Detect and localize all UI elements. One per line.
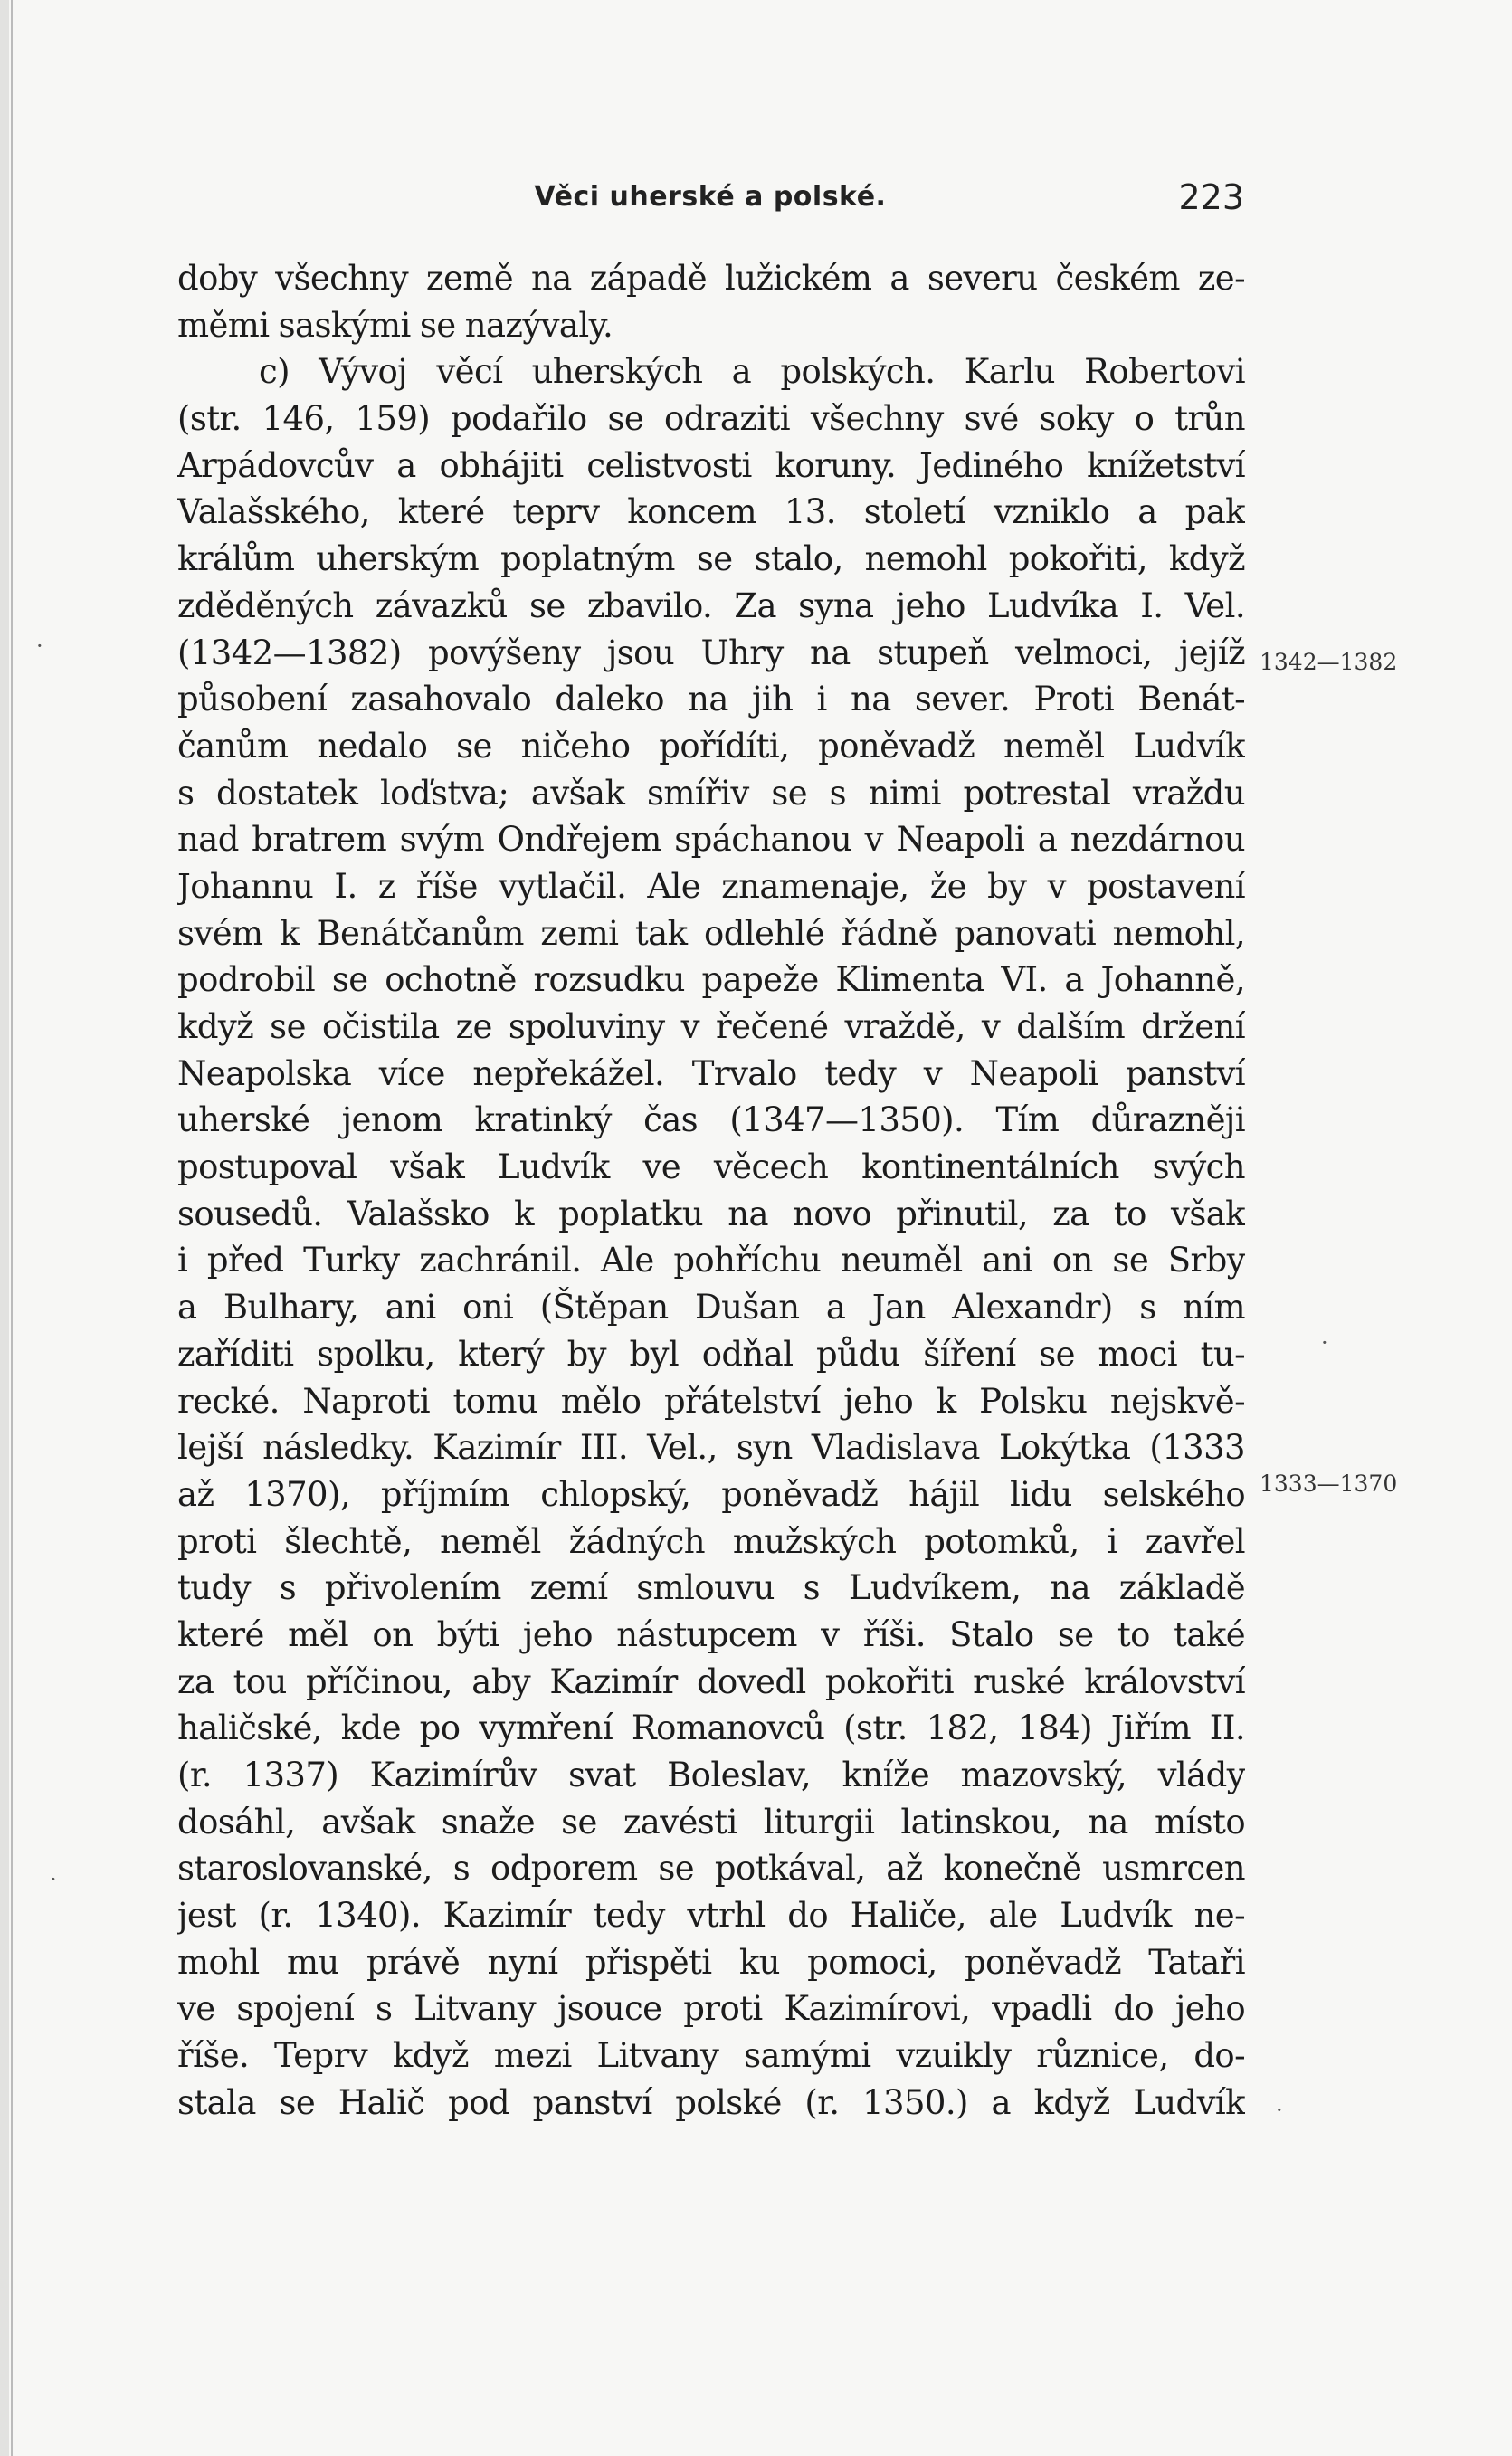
text-line: nad bratrem svým Ondřejem spáchanou v Neapoli a nezdárnou (177, 820, 1245, 860)
text-line: dosáhl, avšak snaže se zavésti liturgii latinskou, na místo (177, 1802, 1245, 1842)
text-line: uherské jenom kratinký čas (1347—1350). Tím důrazněji (177, 1100, 1245, 1140)
text-line: c) Vývoj věcí uherských a polských. Karlu Robertovi (259, 352, 1245, 392)
text-line: králům uherským poplatným se stalo, nemohl pokořiti, když (177, 539, 1245, 579)
stray-mark: · (1321, 1330, 1328, 1356)
text-line: Johannu I. z říše vytlačil. Ale znamenaje, že by v postavení (177, 866, 1245, 906)
margin-note-1333: 1333—1370 (1260, 1471, 1398, 1497)
text-line: staroslovanské, s odporem se potkával, až konečně usmrcen (177, 1849, 1245, 1889)
stray-mark: · (50, 1867, 57, 1892)
text-line: i před Turky zachránil. Ale pohříchu neuměl ani on se Srby (177, 1241, 1245, 1280)
text-line: (1342—1382) povýšeny jsou Uhry na stupeň velmoci, jejíž (177, 633, 1245, 672)
text-line: Neapolska více nepřekážel. Trvalo tedy v Neapoli panství (177, 1053, 1245, 1093)
text-line: Arpádovcův a obhájiti celistvosti koruny. Jediného knížetství (177, 445, 1245, 485)
running-title: Věci uherské a polské. (534, 181, 887, 213)
text-line: zděděných závazků se zbavilo. Za syna jeho Ludvíka I. Vel. (177, 585, 1245, 625)
text-line: jest (r. 1340). Kazimír tedy vtrhl do Haliče, ale Ludvík ne- (177, 1896, 1245, 1936)
text-line: recké. Naproti tomu mělo přátelství jeho k Polsku nejskvě- (177, 1381, 1245, 1421)
text-line: svém k Benátčanům zemi tak odlehlé řádně panovati nemohl, (177, 913, 1245, 953)
text-line: sousedů. Valašsko k poplatku na novo přinutil, za to však (177, 1194, 1245, 1233)
text-line: až 1370), příjmím chlopský, poněvadž hájil lidu selského (177, 1474, 1245, 1514)
text-line: (r. 1337) Kazimírův svat Boleslav, kníže mazovský, vlády (177, 1756, 1245, 1794)
text-line: proti šlechtě, neměl žádných mužských potomků, i zavřel (177, 1521, 1245, 1561)
text-line: a Bulhary, ani oni (Štěpan Dušan a Jan Alexandr) s ním (177, 1288, 1245, 1328)
main-text (177, 255, 1245, 2127)
text-line: měmi saskými se nazývaly. (177, 305, 613, 345)
page-edge (0, 0, 9, 2456)
text-line: haličské, kde po vymření Romanovců (str. 182, 184) Jiřím II. (177, 1709, 1245, 1748)
text-line: které měl on býti jeho nástupcem v říši. Stalo se to také (177, 1614, 1245, 1654)
text-line: doby všechny země na západě lužickém a severu českém ze- (177, 259, 1245, 298)
text-line: podrobil se ochotně rozsudku papeže Klimenta VI. a Johanně, (177, 960, 1245, 1000)
text-line: za tou příčinou, aby Kazimír dovedl pokořiti ruské království (177, 1661, 1245, 1701)
text-line: postupoval však Ludvík ve věcech kontinentálních svých (177, 1147, 1245, 1187)
text-line: zaříditi spolku, který by byl odňal půdu šíření se moci tu- (177, 1334, 1245, 1374)
text-line: s dostatek loďstva; avšak smířiv se s nimi potrestal vraždu (177, 773, 1245, 813)
stray-mark: · (36, 633, 43, 659)
text-line: lejší následky. Kazimír III. Vel., syn Vladislava Lokýtka (1333 (177, 1428, 1245, 1468)
text-line: čanům nedalo se ničeho pořídíti, poněvadž neměl Ludvík (177, 726, 1245, 766)
text-line: tudy s přivolením zemí smlouvu s Ludvíkem, na základě (177, 1568, 1245, 1608)
margin-note-1342: 1342—1382 (1260, 649, 1398, 675)
stray-mark: · (1276, 2098, 1283, 2123)
page-number: 223 (1178, 177, 1244, 217)
text-line: mohl mu právě nyní přispěti ku pomoci, poněvadž Tataři (177, 1942, 1245, 1982)
text-line: ve spojení s Litvany jsouce proti Kazimírovi, vpadli do jeho (177, 1989, 1245, 2029)
text-line: působení zasahovalo daleko na jih i na sever. Proti Benát- (177, 680, 1245, 719)
text-line: Valašského, které teprv koncem 13. století vzniklo a pak (177, 492, 1245, 532)
text-line: (str. 146, 159) podařilo se odraziti všechny své soky o trůn (177, 399, 1245, 439)
page-header (176, 177, 1244, 228)
text-line: když se očistila ze spoluviny v řečené vraždě, v dalším držení (177, 1007, 1245, 1046)
text-line: stala se Halič pod panství polské (r. 1350.) a když Ludvík (177, 2082, 1245, 2122)
text-line: říše. Teprv když mezi Litvany samými vzuikly různice, do- (177, 2036, 1245, 2076)
